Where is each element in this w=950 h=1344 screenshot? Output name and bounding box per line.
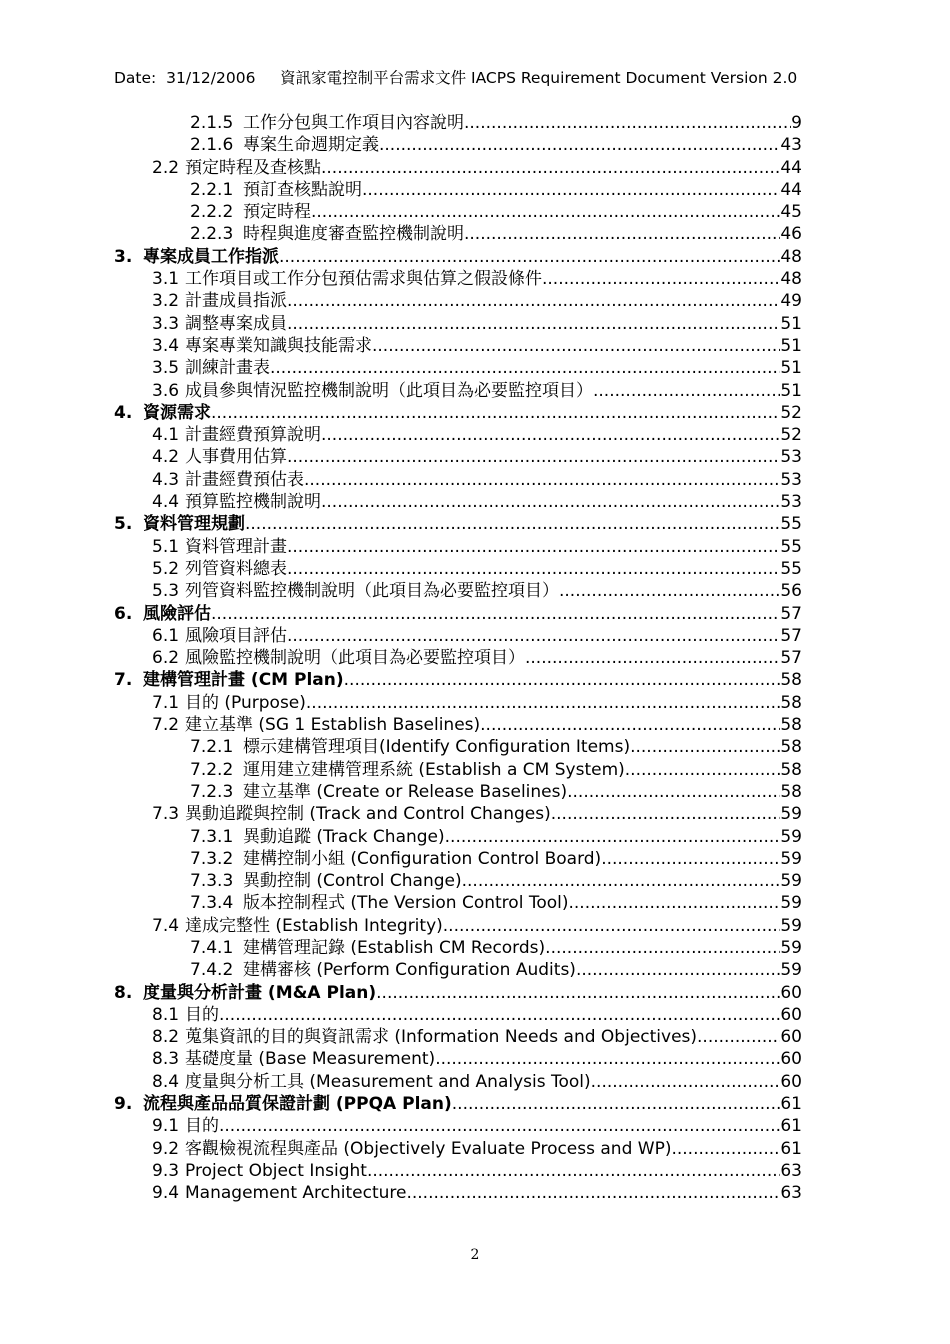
page-number: 2 [470, 1247, 480, 1263]
toc-entry-line [114, 513, 802, 535]
toc-entry[interactable] [0, 1115, 950, 1137]
toc-dot-leader [219, 1004, 780, 1026]
toc-number: 3.3 [152, 313, 180, 334]
toc-title: 專案專業知識與技能需求 [185, 335, 372, 356]
toc-page-number: 57 [780, 648, 802, 669]
toc-entry-line [152, 536, 802, 558]
toc-dot-leader [372, 335, 780, 357]
toc-dot-leader [464, 112, 791, 134]
toc-dot-leader [443, 915, 781, 937]
toc-entry-line [114, 246, 802, 268]
toc-entry-line [190, 959, 802, 981]
toc-entry[interactable] [0, 803, 950, 825]
toc-page-number: 63 [780, 1160, 802, 1181]
table-of-contents [0, 112, 950, 1205]
toc-page-number: 48 [780, 246, 802, 267]
toc-number: 3.5 [152, 358, 180, 379]
toc-title: 工作分包與工作項目內容說明 [243, 113, 464, 133]
toc-dot-leader [525, 647, 780, 669]
toc-title: 建構審核 (Perform Configuration Audits) [243, 960, 576, 981]
toc-entry-line [152, 647, 802, 669]
toc-dot-leader [568, 892, 780, 914]
toc-dot-leader [245, 513, 780, 535]
toc-entry-line [114, 982, 802, 1004]
toc-entry-line [152, 469, 802, 491]
toc-number: 6.2 [152, 648, 180, 669]
toc-page-number: 58 [780, 670, 802, 691]
toc-entry[interactable] [0, 647, 950, 669]
toc-dot-leader [211, 402, 780, 424]
toc-entry-line [152, 625, 802, 647]
toc-number: 9. [114, 1094, 133, 1115]
toc-entry-line [190, 736, 802, 758]
page-header: Date: 31/12/2006 資訊家電控制平台需求文件 IACPS Requirement Document Version 2.0 [114, 69, 798, 87]
toc-entry[interactable] [0, 536, 950, 558]
toc-title: 客觀檢視流程與產品 (Objectively Evaluate Process and WP) [185, 1138, 672, 1159]
toc-page-number: 49 [780, 291, 802, 312]
toc-dot-leader [287, 290, 780, 312]
toc-page-number: 58 [780, 715, 802, 736]
toc-entry[interactable] [0, 469, 950, 491]
toc-page-number: 53 [780, 492, 802, 513]
toc-entry-line [152, 714, 802, 736]
toc-number: 7.3 [152, 804, 180, 825]
toc-number: 7.3.3 [190, 871, 234, 892]
toc-number: 6.1 [152, 625, 180, 646]
toc-entry[interactable] [0, 134, 950, 156]
toc-dot-leader [362, 179, 780, 201]
toc-entry-line [190, 826, 802, 848]
toc-dot-leader [287, 625, 780, 647]
toc-page-number: 55 [780, 558, 802, 579]
toc-number: 4.4 [152, 492, 180, 513]
toc-dot-leader [321, 424, 780, 446]
toc-page-number: 43 [780, 135, 802, 156]
toc-title: 度量與分析工具 (Measurement and Analysis Tool) [185, 1071, 591, 1092]
toc-number: 8.4 [152, 1071, 180, 1092]
toc-page-number: 60 [780, 982, 802, 1003]
toc-dot-leader [576, 959, 780, 981]
toc-dot-leader [376, 982, 780, 1004]
toc-number: 4. [114, 402, 133, 423]
toc-number: 3.1 [152, 269, 180, 290]
toc-number: 7.2.3 [190, 781, 234, 802]
toc-dot-leader [591, 1071, 781, 1093]
toc-title: 資料管理規劃 [143, 514, 245, 535]
toc-dot-leader [671, 1138, 780, 1160]
toc-dot-leader [379, 134, 780, 156]
toc-dot-leader [344, 669, 781, 691]
toc-number: 9.3 [152, 1160, 180, 1181]
toc-title: 專案生命週期定義 [243, 135, 379, 156]
toc-entry[interactable] [0, 201, 950, 223]
toc-title: 計畫經費預算說明 [185, 425, 321, 446]
toc-dot-leader [593, 380, 780, 402]
toc-page-number: 61 [780, 1116, 802, 1137]
toc-title: 預算監控機制說明 [185, 492, 321, 513]
toc-title: 計畫成員指派 [185, 291, 287, 312]
toc-entry-line [190, 179, 802, 201]
toc-number: 5.1 [152, 536, 180, 557]
toc-entry[interactable] [0, 848, 950, 870]
toc-dot-leader [462, 870, 781, 892]
toc-entry-line [152, 915, 802, 937]
toc-title: 訓練計畫表 [185, 358, 270, 379]
toc-page-number: 9 [791, 113, 802, 133]
toc-number: 5.2 [152, 558, 180, 579]
toc-number: 7.4.1 [190, 937, 234, 958]
toc-number: 9.1 [152, 1116, 180, 1137]
toc-page-number: 57 [780, 625, 802, 646]
toc-entry[interactable] [0, 290, 950, 312]
toc-page-number: 58 [780, 692, 802, 713]
toc-entry-line [190, 848, 802, 870]
toc-entry[interactable] [0, 1160, 950, 1182]
toc-title: Management Architecture [185, 1183, 407, 1204]
toc-number: 2.2 [152, 157, 180, 178]
toc-page-number: 51 [780, 335, 802, 356]
toc-entry-line [190, 781, 802, 803]
toc-number: 5.3 [152, 581, 180, 602]
toc-entry[interactable] [0, 446, 950, 468]
toc-dot-leader [406, 1182, 780, 1204]
toc-entry[interactable] [0, 1093, 950, 1115]
toc-title: 預定時程及查核點 [185, 157, 321, 178]
toc-title: 流程與產品品質保證計劃 (PPQA Plan) [143, 1094, 452, 1115]
toc-number: 4.1 [152, 425, 180, 446]
toc-title: 預訂查核點說明 [243, 179, 362, 200]
toc-entry-line [114, 603, 802, 625]
toc-number: 4.3 [152, 469, 180, 490]
toc-title: 預定時程 [243, 202, 311, 223]
toc-title: 異動控制 (Control Change) [243, 871, 462, 892]
toc-title: 度量與分析計畫 (M&A Plan) [143, 982, 377, 1003]
toc-entry-line [152, 1004, 802, 1026]
toc-title: 風險項目評估 [185, 625, 287, 646]
toc-page-number: 51 [780, 380, 802, 401]
toc-dot-leader [270, 357, 780, 379]
toc-dot-leader [287, 446, 780, 468]
toc-number: 2.1.6 [190, 135, 234, 156]
toc-number: 4.2 [152, 447, 180, 468]
toc-entry-line [152, 1160, 802, 1182]
toc-entry[interactable] [0, 157, 950, 179]
toc-title: 建構控制小組 (Configuration Control Board) [243, 848, 602, 869]
toc-dot-leader [551, 803, 781, 825]
toc-title: 建立基準 (Create or Release Baselines) [243, 781, 568, 802]
toc-number: 5. [114, 514, 133, 535]
toc-page-number: 53 [780, 447, 802, 468]
toc-page-number: 52 [780, 425, 802, 446]
toc-entry[interactable] [0, 357, 950, 379]
toc-page-number: 59 [780, 893, 802, 914]
toc-entry-line [152, 357, 802, 379]
toc-title: 資源需求 [143, 402, 211, 423]
toc-entry-line [152, 803, 802, 825]
toc-title: 列管資料總表 [185, 558, 287, 579]
toc-entry-line [190, 201, 802, 223]
toc-entry[interactable] [0, 1048, 950, 1070]
toc-dot-leader [306, 692, 780, 714]
toc-dot-leader [545, 937, 780, 959]
toc-entry-line [190, 937, 802, 959]
toc-number: 7.2.1 [190, 737, 234, 758]
toc-entry[interactable] [0, 625, 950, 647]
toc-entry[interactable] [0, 268, 950, 290]
toc-entry[interactable] [0, 246, 950, 268]
toc-title: 目的 (Purpose) [185, 692, 306, 713]
toc-dot-leader [630, 736, 780, 758]
toc-entry[interactable] [0, 1182, 950, 1204]
toc-dot-leader [542, 268, 780, 290]
toc-page-number: 61 [780, 1094, 802, 1115]
toc-page-number: 59 [780, 960, 802, 981]
toc-dot-leader [625, 759, 781, 781]
toc-title: 計畫經費預估表 [185, 469, 304, 490]
toc-entry[interactable] [0, 870, 950, 892]
toc-entry[interactable] [0, 781, 950, 803]
toc-entry[interactable] [0, 603, 950, 625]
toc-entry-line [190, 112, 802, 134]
toc-number: 8. [114, 982, 133, 1003]
toc-page-number: 58 [780, 781, 802, 802]
toc-page-number: 59 [780, 915, 802, 936]
toc-title: 建構管理計畫 (CM Plan) [143, 670, 344, 691]
toc-number: 3.6 [152, 380, 180, 401]
toc-entry-line [190, 134, 802, 156]
toc-page-number: 60 [780, 1071, 802, 1092]
toc-page-number: 44 [780, 157, 802, 178]
toc-dot-leader [452, 1093, 781, 1115]
toc-entry-line [114, 669, 802, 691]
toc-entry-line [152, 424, 802, 446]
toc-number: 7.3.2 [190, 848, 234, 869]
toc-entry[interactable] [0, 892, 950, 914]
toc-entry-line [190, 223, 802, 245]
toc-dot-leader [464, 223, 780, 245]
toc-title: 工作項目或工作分包預估需求與估算之假設條件 [185, 269, 542, 290]
toc-number: 2.2.2 [190, 202, 234, 223]
toc-page-number: 51 [780, 358, 802, 379]
toc-entry[interactable] [0, 491, 950, 513]
toc-entry[interactable] [0, 1138, 950, 1160]
toc-title: 人事費用估算 [185, 447, 287, 468]
toc-entry-line [152, 268, 802, 290]
toc-number: 8.2 [152, 1027, 180, 1048]
toc-page-number: 58 [780, 737, 802, 758]
toc-page-number: 58 [780, 759, 802, 780]
toc-entry[interactable] [0, 558, 950, 580]
toc-entry-line [152, 580, 802, 602]
toc-page-number: 57 [780, 603, 802, 624]
toc-number: 9.4 [152, 1183, 180, 1204]
toc-number: 3.4 [152, 335, 180, 356]
toc-entry-line [152, 692, 802, 714]
toc-page-number: 55 [780, 514, 802, 535]
toc-page-number: 55 [780, 536, 802, 557]
toc-entry-line [190, 759, 802, 781]
toc-entry-line [152, 380, 802, 402]
toc-dot-leader [567, 781, 780, 803]
toc-page-number: 51 [780, 313, 802, 334]
toc-entry[interactable] [0, 580, 950, 602]
toc-dot-leader [211, 603, 780, 625]
toc-title: 時程與進度審查監控機制說明 [243, 224, 464, 245]
toc-dot-leader [445, 826, 781, 848]
toc-entry-line [152, 335, 802, 357]
toc-entry-line [152, 313, 802, 335]
toc-number: 2.2.1 [190, 179, 234, 200]
toc-entry[interactable] [0, 714, 950, 736]
toc-number: 2.2.3 [190, 224, 234, 245]
toc-number: 2.1.5 [190, 113, 234, 133]
toc-dot-leader [697, 1026, 780, 1048]
toc-dot-leader [287, 536, 780, 558]
toc-number: 9.2 [152, 1138, 180, 1159]
toc-entry[interactable] [0, 937, 950, 959]
toc-dot-leader [287, 558, 780, 580]
toc-entry[interactable] [0, 112, 950, 134]
toc-title: 資料管理計畫 [185, 536, 287, 557]
toc-entry[interactable] [0, 179, 950, 201]
toc-number: 6. [114, 603, 133, 624]
toc-entry[interactable] [0, 223, 950, 245]
toc-entry-line [152, 157, 802, 179]
toc-title: 基礎度量 (Base Measurement) [185, 1049, 436, 1070]
toc-entry-line [152, 1071, 802, 1093]
toc-page-number: 56 [780, 581, 802, 602]
toc-title: 達成完整性 (Establish Integrity) [185, 915, 443, 936]
toc-title: 建立基準 (SG 1 Establish Baselines) [185, 715, 481, 736]
toc-title: 版本控制程式 (The Version Control Tool) [243, 893, 569, 914]
toc-page-number: 48 [780, 269, 802, 290]
toc-number: 7. [114, 670, 133, 691]
toc-title: 異動追蹤 (Track Change) [243, 826, 445, 847]
toc-page-number: 60 [780, 1027, 802, 1048]
toc-dot-leader [321, 491, 780, 513]
toc-entry[interactable] [0, 759, 950, 781]
toc-page-number: 59 [780, 937, 802, 958]
toc-number: 7.1 [152, 692, 180, 713]
toc-number: 8.1 [152, 1004, 180, 1025]
toc-entry[interactable] [0, 915, 950, 937]
toc-title: 專案成員工作指派 [143, 246, 279, 267]
toc-dot-leader [367, 1160, 780, 1182]
toc-title: 建構管理記錄 (Establish CM Records) [243, 937, 546, 958]
toc-entry-line [152, 290, 802, 312]
toc-dot-leader [304, 469, 780, 491]
toc-entry[interactable] [0, 513, 950, 535]
toc-number: 3.2 [152, 291, 180, 312]
toc-entry-line [114, 402, 802, 424]
toc-number: 3. [114, 246, 133, 267]
toc-title: Project Object Insight [185, 1160, 367, 1181]
toc-entry-line [152, 1048, 802, 1070]
toc-dot-leader [287, 313, 780, 335]
toc-entry[interactable] [0, 424, 950, 446]
toc-entry[interactable] [0, 1026, 950, 1048]
toc-entry[interactable] [0, 959, 950, 981]
toc-dot-leader [435, 1048, 780, 1070]
toc-entry[interactable] [0, 380, 950, 402]
toc-page-number: 61 [780, 1138, 802, 1159]
toc-entry[interactable] [0, 335, 950, 357]
toc-entry[interactable] [0, 692, 950, 714]
toc-entry[interactable] [0, 313, 950, 335]
toc-number: 7.2 [152, 715, 180, 736]
toc-entry-line [152, 1115, 802, 1137]
toc-number: 7.2.2 [190, 759, 234, 780]
toc-entry[interactable] [0, 402, 950, 424]
toc-title: 調整專案成員 [185, 313, 287, 334]
toc-entry-line [190, 870, 802, 892]
toc-title: 風險評估 [143, 603, 211, 624]
toc-title: 異動追蹤與控制 (Track and Control Changes) [185, 804, 551, 825]
toc-page-number: 59 [780, 848, 802, 869]
toc-entry-line [152, 491, 802, 513]
toc-title: 運用建立建構管理系統 (Establish a CM System) [243, 759, 625, 780]
toc-dot-leader [311, 201, 780, 223]
toc-entry-line [190, 892, 802, 914]
toc-dot-leader [480, 714, 780, 736]
toc-title: 成員參與情況監控機制說明（此項目為必要監控項目） [185, 380, 593, 401]
toc-entry[interactable] [0, 982, 950, 1004]
toc-title: 目的 [185, 1116, 219, 1137]
toc-entry[interactable] [0, 1004, 950, 1026]
toc-number: 8.3 [152, 1049, 180, 1070]
toc-title: 蒐集資訊的目的與資訊需求 (Information Needs and Objectives) [185, 1027, 698, 1048]
toc-title: 風險監控機制說明（此項目為必要監控項目） [185, 648, 525, 669]
toc-dot-leader [559, 580, 780, 602]
toc-entry-line [152, 446, 802, 468]
toc-page-number: 63 [780, 1183, 802, 1204]
toc-entry[interactable] [0, 1071, 950, 1093]
toc-page-number: 60 [780, 1004, 802, 1025]
toc-number: 7.4.2 [190, 960, 234, 981]
toc-title: 目的 [185, 1004, 219, 1025]
toc-dot-leader [321, 157, 780, 179]
toc-number: 7.3.1 [190, 826, 234, 847]
toc-page-number: 52 [780, 402, 802, 423]
toc-number: 7.4 [152, 915, 180, 936]
toc-entry-line [152, 1138, 802, 1160]
toc-page-number: 59 [780, 826, 802, 847]
toc-page-number: 59 [780, 871, 802, 892]
toc-entry-line [152, 1182, 802, 1204]
toc-entry-line [152, 558, 802, 580]
toc-page-number: 53 [780, 469, 802, 490]
toc-title: 列管資料監控機制說明（此項目為必要監控項目） [185, 581, 559, 602]
toc-entry[interactable] [0, 736, 950, 758]
toc-page-number: 45 [780, 202, 802, 223]
toc-number: 7.3.4 [190, 893, 234, 914]
toc-dot-leader [279, 246, 780, 268]
toc-page-number: 60 [780, 1049, 802, 1070]
toc-page-number: 46 [780, 224, 802, 245]
toc-dot-leader [219, 1115, 780, 1137]
toc-page-number: 44 [780, 179, 802, 200]
toc-entry-line [152, 1026, 802, 1048]
toc-entry[interactable] [0, 669, 950, 691]
toc-entry-line [114, 1093, 802, 1115]
toc-dot-leader [601, 848, 780, 870]
toc-title: 標示建構管理項目(Identify Configuration Items) [243, 737, 631, 758]
toc-entry[interactable] [0, 826, 950, 848]
toc-page-number: 59 [780, 804, 802, 825]
